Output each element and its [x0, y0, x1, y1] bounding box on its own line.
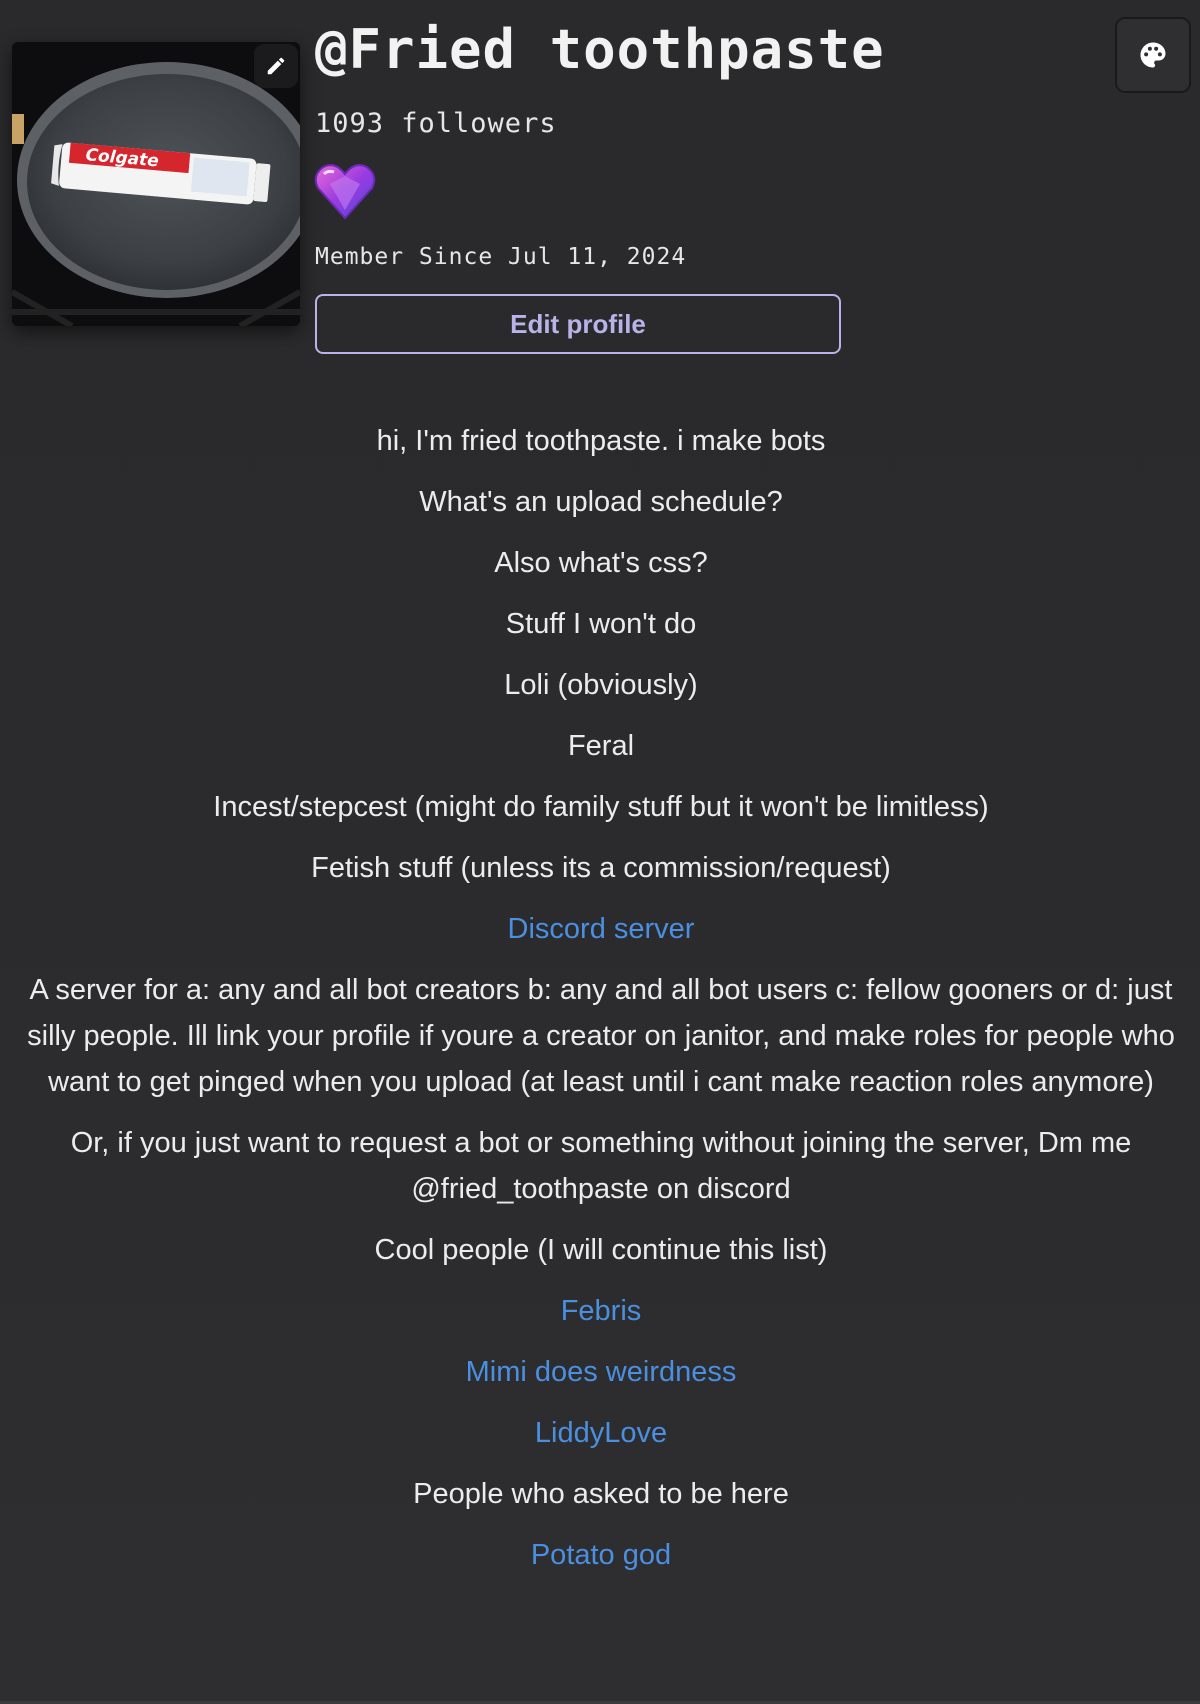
palette-icon: [1138, 40, 1168, 70]
svg-text:Colgate: Colgate: [84, 145, 160, 172]
link-liddylove[interactable]: LiddyLove: [534, 1417, 668, 1449]
bio-line: Loli (obviously): [504, 669, 698, 701]
page-title: @Fried toothpaste: [315, 18, 885, 81]
profile-bio: [10, 418, 1192, 1593]
followers-count[interactable]: 1093 followers: [315, 108, 557, 139]
cool-people-heading: Cool people (I will continue this list): [374, 1234, 828, 1266]
link-potato-god[interactable]: Potato god: [530, 1539, 672, 1571]
dm-instructions: Or, if you just want to request a bot or something without joining the server, Dm me @fried_toothpaste on discord: [70, 1127, 1132, 1205]
bio-line: Also what's css?: [494, 547, 708, 579]
edit-profile-button[interactable]: Edit profile: [315, 294, 841, 354]
bio-line: What's an upload schedule?: [419, 486, 783, 518]
bio-line: hi, I'm fried toothpaste. i make bots: [376, 425, 826, 457]
asked-heading: People who asked to be here: [413, 1478, 789, 1510]
pencil-icon: [265, 55, 287, 77]
theme-button[interactable]: [1115, 17, 1191, 93]
member-since: Member Since Jul 11, 2024: [315, 244, 687, 270]
server-description: A server for a: any and all bot creators b: any and all bot users c: fellow gooners or d: just silly people. Ill link your profile if youre a creator on janitor, and make roles for people who want to get pinged when you upload (at least until i cant make reaction roles anymore): [27, 974, 1175, 1098]
bio-line: Incest/stepcest (might do family stuff but it won't be limitless): [213, 791, 989, 823]
bio-line: Stuff I won't do: [505, 608, 697, 640]
discord-server-link[interactable]: Discord server: [507, 913, 695, 945]
bio-line: Feral: [567, 730, 635, 762]
link-mimi-does-weirdness[interactable]: Mimi does weirdness: [465, 1356, 737, 1388]
edit-avatar-button[interactable]: [254, 44, 298, 88]
bio-line: Fetish stuff (unless its a commission/request): [311, 852, 891, 884]
purple-heart-gem-icon: [314, 162, 376, 220]
avatar: [12, 42, 300, 326]
link-febris[interactable]: Febris: [560, 1295, 642, 1327]
